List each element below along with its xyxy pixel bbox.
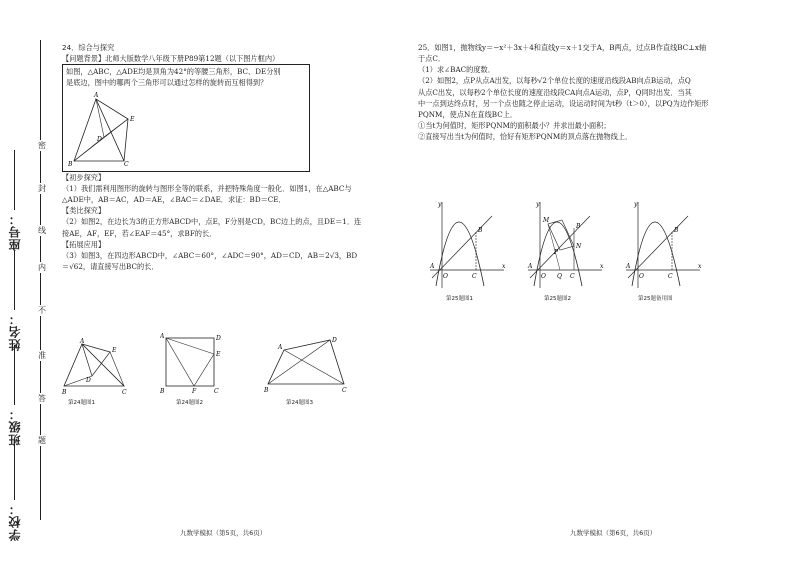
box-line-2: 是底边，图中的哪两个三角形可以通过怎样的旋转而互相得到？ [66, 78, 268, 88]
axis-label-x: x [600, 263, 604, 270]
q24-figure-3 [262, 336, 354, 394]
analog-line-1: （2）如图2，在边长为3的正方形ABCD中，点E，F分别是CD，BC边上的点，且DE＝1．连 [62, 217, 362, 227]
pt-label: D [86, 377, 91, 384]
q25-sub-2-line-3: 中一点到达终点时，另一个点也随之停止运动，设运动时间为t秒（t＞0），以PQ为边作矩形 [418, 98, 709, 108]
axis-label-y: y [634, 201, 638, 208]
pt-label: B [264, 387, 269, 394]
seal-char: 线 [38, 226, 46, 235]
class-label: 班级： [8, 407, 22, 446]
pt-label: A [430, 263, 435, 270]
seal-char: 内 [38, 263, 46, 272]
question-24 [62, 42, 382, 272]
pt-label: M [543, 217, 550, 224]
figure-caption: 第24题图1 [68, 400, 95, 406]
extend-line-1: （3）如图3，在四边形ABCD中，∠ABC＝60°，∠ADC＝90°，AD＝CD，AB＝2√3，BD [62, 250, 358, 260]
pt-label: C [214, 388, 219, 394]
footer-right: 九数学模拟（第6页，共6页） [570, 529, 657, 537]
seal-char: 封 [38, 184, 46, 193]
pt-label: B [576, 223, 581, 230]
pt-label: A [278, 344, 283, 351]
pt-label: F [192, 388, 197, 394]
pt-label: B [62, 389, 67, 396]
seat-label: 座号： [8, 212, 22, 251]
class-field [6, 345, 32, 446]
pt-label: A [80, 338, 85, 345]
seal-char: 密 [38, 141, 46, 150]
pt-label: A [626, 263, 631, 270]
name-label: 姓名： [8, 312, 22, 351]
background-tag: 【问题背景】 [62, 54, 106, 64]
analog-tag: 【类比探究】 [62, 206, 106, 216]
pt-label: D [97, 135, 102, 143]
origin-label: O [443, 273, 448, 280]
pt-label: C [668, 273, 673, 280]
explore-line-2: △ADE中，AB＝AC，AD＝AE，∠BAC＝∠DAE．求证：BD＝CE． [62, 195, 286, 205]
axis-label-x: x [502, 263, 506, 270]
pt-label: D [332, 337, 337, 344]
binding-line [40, 40, 41, 520]
pt-label: E [216, 351, 221, 358]
axis-label-y: y [438, 201, 442, 208]
q25-graph-2 [526, 198, 606, 290]
footer-left: 九数学模拟（第5页，共6页） [180, 529, 267, 537]
analog-line-2: 接AE，AF，EF，若∠EAF＝45°，求BF的长． [62, 228, 217, 238]
origin-label: O [541, 273, 546, 280]
q24-title: 24．综合与探究 [62, 43, 115, 52]
q24-figure-2 [160, 332, 226, 394]
origin-label: O [639, 273, 644, 280]
figure-caption: 第24题图2 [176, 400, 203, 406]
seal-char: 答 [38, 394, 46, 403]
q25-sub-1: （1）求∠BAC的度数． [418, 65, 495, 75]
pt-label: B [674, 227, 679, 234]
graph-caption: 第25题备用图 [638, 296, 673, 302]
seal-char: 准 [38, 351, 46, 360]
q25-sub-2-q2: ②直接写出当t为何值时，恰好有矩形PQNM的顶点落在抛物线上． [418, 132, 633, 142]
q25-graph-3 [624, 198, 704, 290]
textbook-excerpt-box [62, 64, 310, 171]
q25-line-2: 于点C． [418, 54, 446, 64]
explore-line-1: （1）我们需利用图形的旋转与图形全等的联系，并把特殊角度一般化．如图1，在△ABC与 [62, 183, 352, 193]
axis-label-x: x [698, 263, 702, 270]
q25-sub-2-line-4: PQNM，使点N在直线BC上． [418, 109, 518, 119]
pt-label: A [94, 91, 99, 99]
pt-label: P [554, 249, 559, 256]
school-label: 学校： [8, 502, 22, 541]
excerpt-triangle-figure [66, 89, 156, 167]
figure-caption: 第24题图3 [286, 400, 313, 406]
box-line-1: 如图，△ABC，△ADE均是顶角为42°的等腰三角形，BC、DE分别 [66, 67, 281, 77]
seal-char: 不 [38, 306, 46, 315]
q24-figure-1 [62, 338, 132, 396]
school-field [6, 440, 32, 541]
pt-label: C [570, 273, 575, 280]
pt-label: E [112, 347, 117, 354]
q25-graph-1 [428, 198, 508, 290]
pt-label: B [68, 160, 73, 167]
axis-label-y: y [536, 201, 540, 208]
pt-label: E [130, 115, 135, 123]
pt-label: Q [557, 273, 562, 280]
q25-sub-2-line-2: 从点C出发，以每秒2个单位长度的速度沿线段CA向点A运动，点P，Q同时出发．当其 [418, 87, 692, 97]
extend-line-2: ＝√62，请直接写出BC的长． [62, 262, 159, 272]
background-text: 北师大版数学八年级下册P89第12题（以下图片框内） [105, 54, 280, 64]
pt-label: C [124, 160, 129, 167]
question-25 [418, 42, 788, 142]
pt-label: B [478, 227, 483, 234]
pt-label: B [160, 388, 165, 394]
pt-label: C [122, 389, 127, 396]
binding-margin [0, 0, 60, 561]
pt-label: N [576, 243, 582, 250]
seat-field [6, 150, 32, 251]
q25-line-1: 25．如图1，抛物线y＝−x²＋3x＋4和直线y＝x＋1交于A，B两点，过点B作直线BC⊥x轴 [418, 43, 707, 52]
pt-label: C [342, 387, 347, 394]
graph-caption: 第25题图2 [544, 296, 571, 302]
name-field [6, 250, 32, 351]
pt-label: A [160, 333, 165, 340]
extend-tag: 【拓展应用】 [62, 239, 106, 249]
pt-label: C [472, 273, 477, 280]
q24-background [62, 53, 382, 64]
q25-sub-2-q1: ①当t为何值时，矩形PQNM的面积最小？并求出最小面积； [418, 121, 611, 131]
graph-caption: 第25题图1 [446, 296, 473, 302]
seal-char: 题 [38, 436, 46, 445]
pt-label: D [216, 335, 221, 342]
q25-sub-2-line-1: （2）如图2，点P从点A出发，以每秒√2个单位长度的速度沿线段AB向点B运动，点Q [418, 76, 691, 86]
pt-label: A [528, 263, 533, 270]
explore-tag: 【初步探究】 [62, 172, 106, 182]
